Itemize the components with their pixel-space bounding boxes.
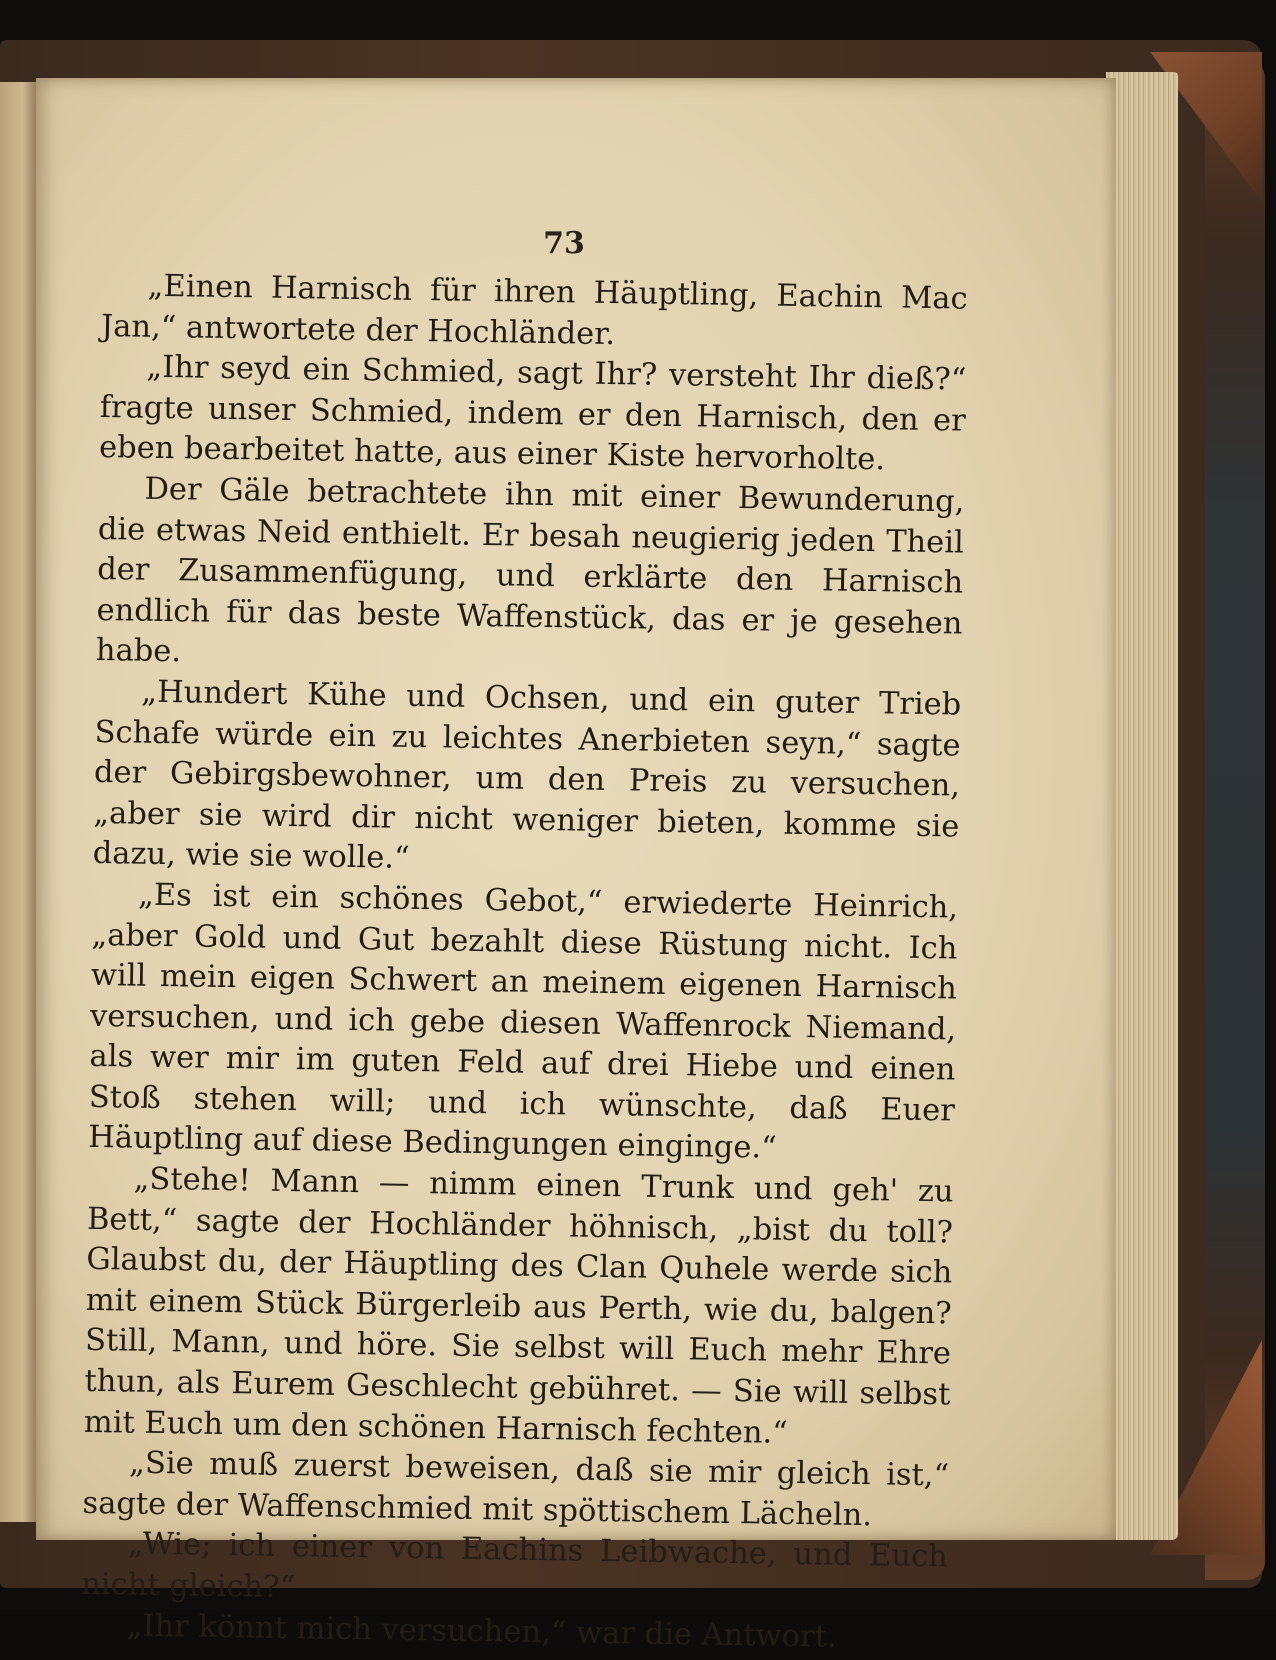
page-edges	[1106, 72, 1178, 1540]
paragraph: „Es ist ein schönes Gebot,“ erwiederte Heinrich, „aber Gold und Gut bezahlt diese Rüstung nicht. Ich will mein eigen Schwert an meinem eigenen Harnisch versuchen, und ich gebe diesen Waffenrock Niemand, als wer mir im guten Feld auf drei Hiebe und einen Stoß stehen will; und ich wünschte, daß Euer Häuptling auf diese Bedingungen einginge.“	[88, 877, 959, 1167]
paragraph: „Ihr seyd ein Schmied, sagt Ihr? versteht Ihr dieß?“ fragte unser Schmied, indem er den Harnisch, den er eben bearbeitet hatte, aus einer Kiste hervorholte.	[98, 349, 967, 478]
paragraph: „Sie muß zuerst beweisen, daß sie mir gleich ist,“ sagte der Waffenschmied mit spöttischem Lächeln.	[82, 1445, 950, 1534]
paragraph: Der Gäle betrachtete ihn mit einer Bewunderung, die etwas Neid enthielt. Er besah neugierig jeden Theil der Zusammenfügung, und erklärte den Harnisch endlich für das beste Waffenstück, das er je gesehen habe.	[95, 471, 965, 670]
page-text	[80, 266, 968, 1660]
facing-page-edge	[0, 82, 38, 1522]
paragraph: „Wie; ich einer von Eachins Leibwache, und Euch nicht gleich?“	[81, 1526, 949, 1606]
paragraph: „Hundert Kühe und Ochsen, und ein guter Trieb Schafe würde ein zu leichtes Anerbieten seyn,“ sagte der Gebirgsbewohner, um den Preis zu versuchen, „aber sie wird dir nicht weniger bieten, komme sie dazu, wie sie wolle.“	[92, 674, 962, 877]
page-number: 73	[543, 226, 585, 261]
paragraph: „Ihr könnt mich versuchen,“ war die Antwort.	[126, 1608, 837, 1655]
book-page	[36, 78, 1116, 1655]
paragraph: „Einen Harnisch für ihren Häuptling, Eachin Mac Jan,“ antwortete der Hochländer.	[100, 268, 968, 352]
paragraph: „Stehe! Mann — nimm einen Trunk und geh' zu Bett,“ sagte der Hochländer höhnisch, „bist du toll? Glaubst du, der Häuptling des Clan Quhele werde sich mit einem Stück Bürgerleib aus Perth, wie du, balgen? Still, Mann, und höre. Sie selbst will Euch mehr Ehre thun, als Eurem Geschlecht gebühret. — Sie will selbst mit Euch um den schönen Harnisch fechten.“	[83, 1161, 954, 1451]
